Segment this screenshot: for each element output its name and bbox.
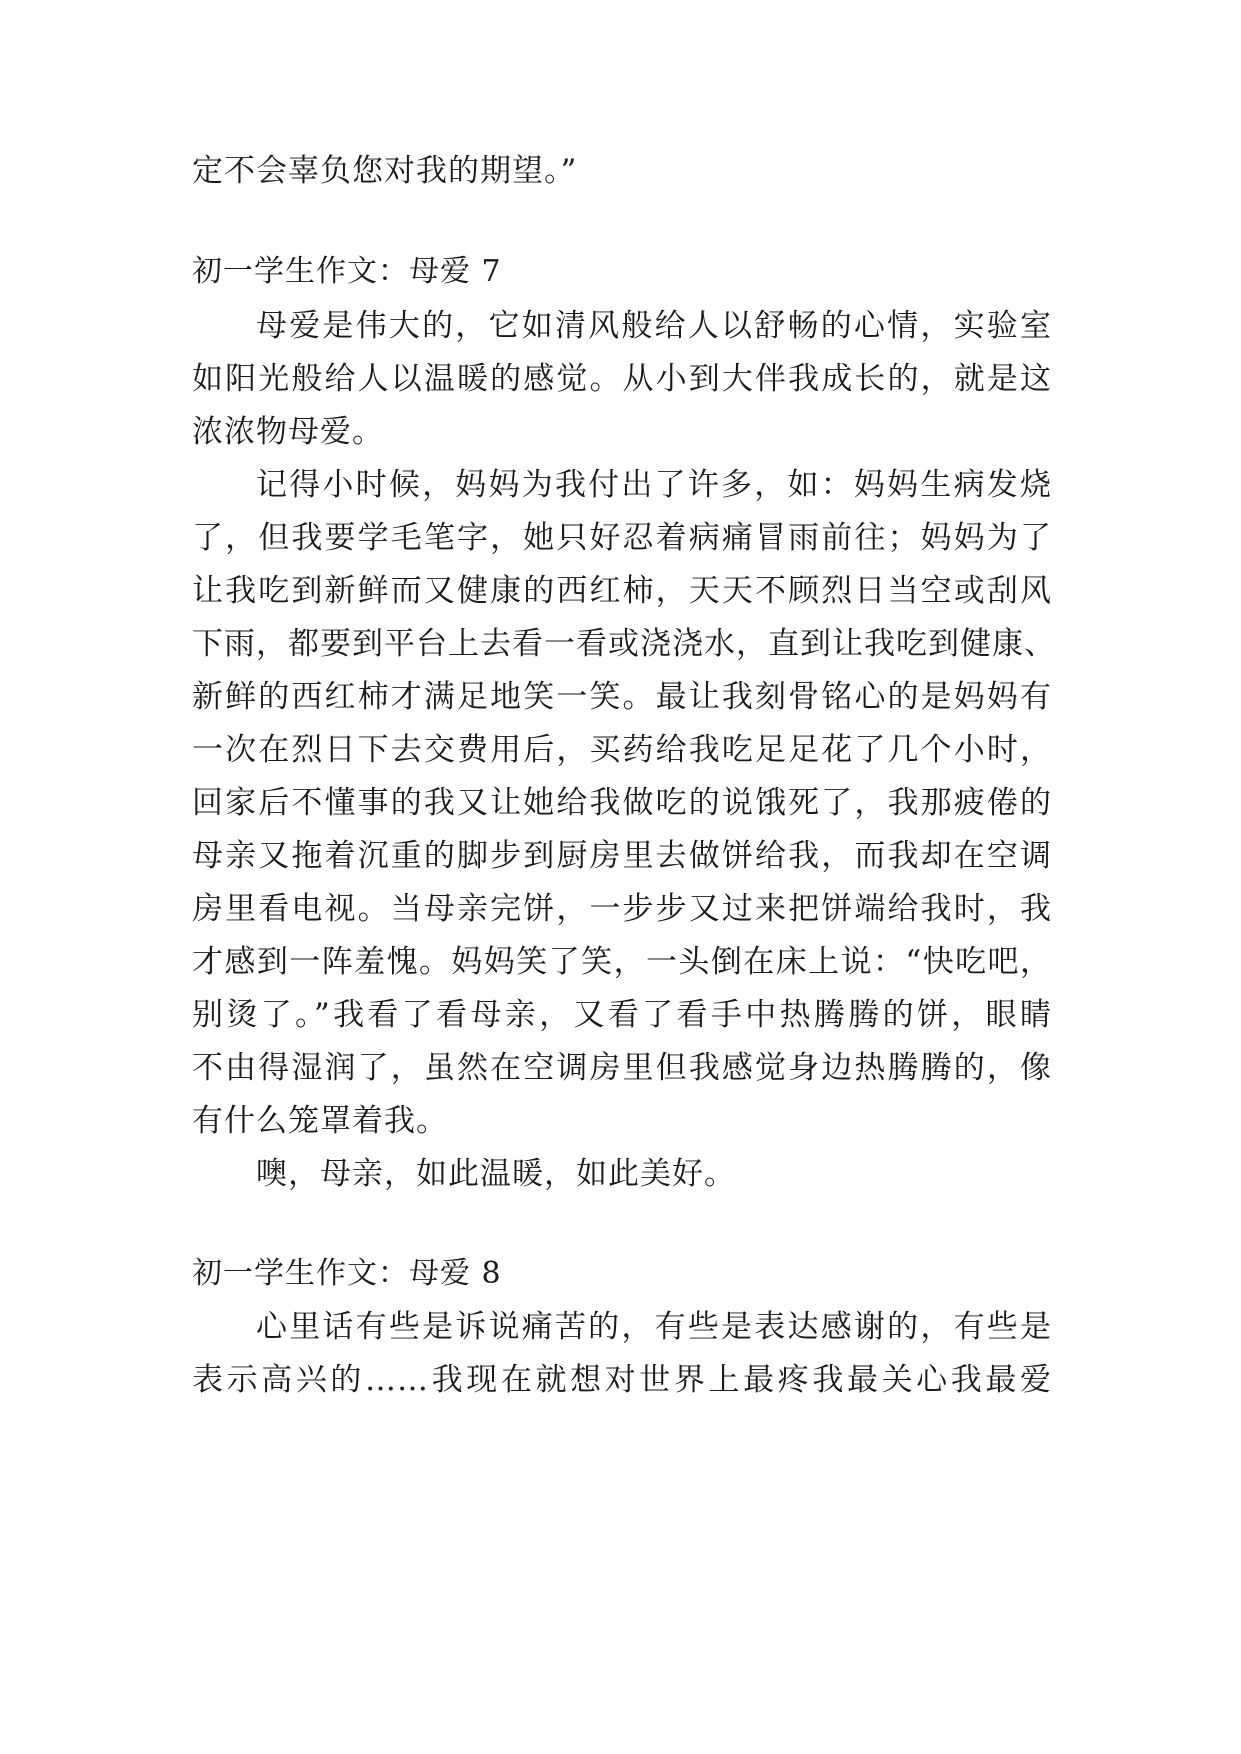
text-line: 噢，母亲，如此温暖，如此美好。 <box>256 1156 736 1192</box>
text-line: 了，但我要学毛笔字，她只好忍着病痛冒雨前往；妈妈为了 <box>192 520 1052 556</box>
text-line: 让我吃到新鲜而又健康的西红柿，天天不顾烈日当空或刮风 <box>192 573 1052 609</box>
text-line: 不由得湿润了，虽然在空调房里但我感觉身边热腾腾的，像 <box>192 1050 1052 1086</box>
text-line: 母爱是伟大的，它如清风般给人以舒畅的心情，实验室 <box>256 308 1052 344</box>
text-line: 下雨，都要到平台上去看一看或浇浇水，直到让我吃到健康、 <box>192 626 1056 662</box>
section-heading-7: 初一学生作文：母爱 7 <box>192 254 502 289</box>
text-line: 心里话有些是诉说痛苦的，有些是表达感谢的，有些是 <box>256 1309 1052 1345</box>
paragraph-continuation: 定不会辜负您对我的期望。” <box>192 153 578 189</box>
text-line: 如阳光般给人以温暖的感觉。从小到大伴我成长的，就是这 <box>192 361 1052 397</box>
text-line: 母亲又拖着沉重的脚步到厨房里去做饼给我，而我却在空调 <box>192 838 1052 874</box>
text-line: 才感到一阵羞愧。妈妈笑了笑，一头倒在床上说：“快吃吧， <box>192 944 1052 980</box>
text-line: 一次在烈日下去交费用后，买药给我吃足足花了几个小时， <box>192 732 1052 768</box>
text-line: 有什么笼罩着我。 <box>192 1103 448 1139</box>
section-heading-8: 初一学生作文：母爱 8 <box>192 1256 502 1291</box>
text-line: 表示高兴的……我现在就想对世界上最疼我最关心我最爱 <box>192 1362 1052 1398</box>
text-line: 房里看电视。当母亲完饼，一步步又过来把饼端给我时，我 <box>192 891 1052 927</box>
text-line: 别烫了。”我看了看母亲，又看了看手中热腾腾的饼，眼睛 <box>192 997 1052 1033</box>
text-line: 新鲜的西红柿才满足地笑一笑。最让我刻骨铭心的是妈妈有 <box>192 679 1052 715</box>
text-line: 记得小时候，妈妈为我付出了许多，如：妈妈生病发烧 <box>256 467 1052 503</box>
text-line: 浓浓物母爱。 <box>192 414 384 450</box>
text-line: 回家后不懂事的我又让她给我做吃的说饿死了，我那疲倦的 <box>192 785 1052 821</box>
